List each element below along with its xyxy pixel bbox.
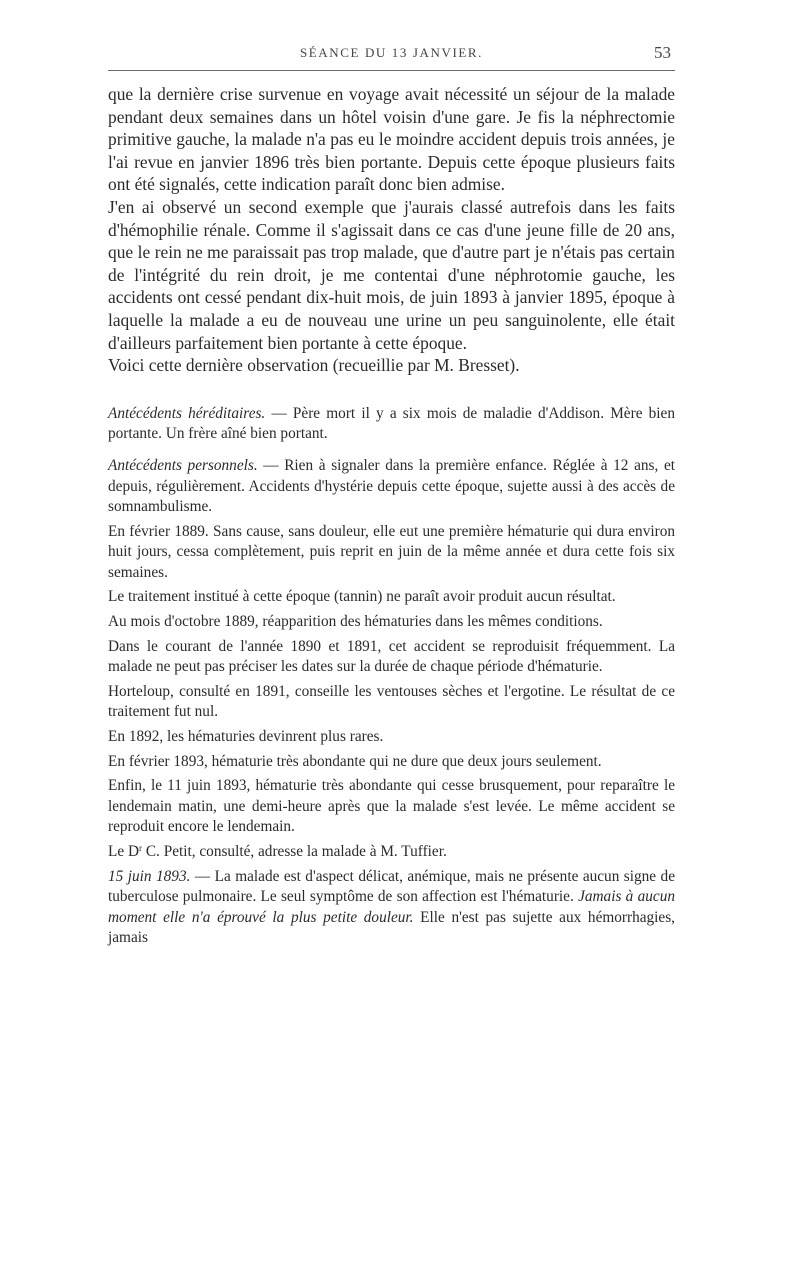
- paragraph-observation-intro: Voici cette dernière observation (recueillie par M. Bresset).: [108, 355, 520, 376]
- observation-paragraph: Au mois d'octobre 1889, réapparition des hématuries dans les mêmes conditions.: [108, 613, 603, 631]
- personal-history: [108, 456, 675, 518]
- hereditary-heading: Antécédents héréditaires.: [108, 404, 266, 422]
- observation-paragraph: En février 1893, hématurie très abondante qui ne dure que deux jours seulement.: [108, 752, 602, 770]
- june-15-date: 15 juin 1893.: [108, 867, 191, 885]
- observation-paragraph: En 1892, les hématuries devinrent plus rares.: [108, 728, 384, 746]
- observation-paragraph: Le traitement institué à cette époque (tannin) ne paraît avoir produit aucun résultat.: [108, 588, 616, 606]
- observation-paragraph: Enfin, le 11 juin 1893, hématurie très abondante qui cesse brusquement, pour reparaître le lendemain matin, une demi-heure après que la malade s'est levée. Le même accident se reproduit encore le lendemain.: [108, 777, 675, 836]
- june-15-tail: Elle n'est pas sujette aux hémorrhagies, jamais: [108, 908, 676, 947]
- june-15-paragraph: [108, 867, 675, 949]
- observation-paragraph: Dans le courant de l'année 1890 et 1891, cet accident se reproduisit fréquemment. La malade ne peut pas préciser les dates sur la durée de chaque période d'hématurie.: [108, 637, 675, 676]
- june-15-text: — La malade est d'aspect délicat, anémique, mais ne présente aucun signe de tuberculose pulmonaire. Le seul symptôme de son affection est l'hématurie.: [108, 867, 675, 906]
- referral-paragraph: [108, 842, 675, 863]
- personal-text: — Rien à signaler dans la première enfance. Réglée à 12 ans, et depuis, régulièrement. Accidents d'hystérie depuis cette époque, sujette aussi à des accès de somnambulisme.: [108, 456, 675, 516]
- paragraph-second-case: J'en ai observé un second exemple que j'aurais classé autrefois dans les faits d'hémophilie rénale. Comme il s'agissait dans ce cas d'une jeune fille de 20 ans, que le rein ne me paraissait pas trop malade, que d'autre part je n'étais pas certain de l'intégrité du rein droit, je me contentai d'une néphrotomie gauche, les accidents ont cessé pendant dix-huit mois, de juin 1893 à janvier 1895, époque à laquelle la malade a eu de nouveau une urine un peu sanguinolente, elle était d'ailleurs parfaitement bien portante à cette époque.: [108, 196, 675, 353]
- paragraph-continuation: que la dernière crise survenue en voyage avait nécessité un séjour de la malade pendant deux semaines dans un hôtel voisin d'une gare. Je fis la néphrectomie primitive gauche, la malade n'a pas eu le moindre accident depuis trois années, je l'ai revue en janvier 1896 très bien portante. Depuis cette époque plusieurs faits ont été signalés, cette indication paraît donc bien admise.: [108, 84, 675, 195]
- observation-paragraph: En février 1889. Sans cause, sans douleur, elle eut une première hématurie qui dura environ huit jours, cessa complètement, puis reprit en juin de la même année et dura cette fois six semaines.: [108, 522, 675, 581]
- hereditary-text: — Père mort il y a six mois de maladie d'Addison. Mère bien portante. Un frère aîné bien portant.: [108, 404, 675, 443]
- june-15-italic: Jamais à aucun moment elle n'a éprouvé la plus petite douleur.: [108, 888, 675, 926]
- referral-doctor-prefix: Le D: [108, 843, 140, 860]
- personal-heading: Antécédents personnels.: [108, 456, 258, 474]
- running-head: [108, 40, 675, 71]
- main-text: [108, 83, 675, 377]
- running-title: SÉANCE DU 13 JANVIER.: [299, 45, 484, 60]
- observation-paragraph: Horteloup, consulté en 1891, conseille les ventouses sèches et l'ergotine. Le résultat de ce traitement fut nul.: [108, 682, 675, 721]
- referral-text: C. Petit, consulté, adresse la malade à M. Tuffier.: [142, 843, 447, 860]
- observation-section: [108, 404, 675, 949]
- referral-doctor-sup: r: [139, 843, 143, 853]
- page-number: 53: [654, 43, 671, 62]
- hereditary-history: [108, 404, 675, 445]
- book-page: [108, 40, 675, 953]
